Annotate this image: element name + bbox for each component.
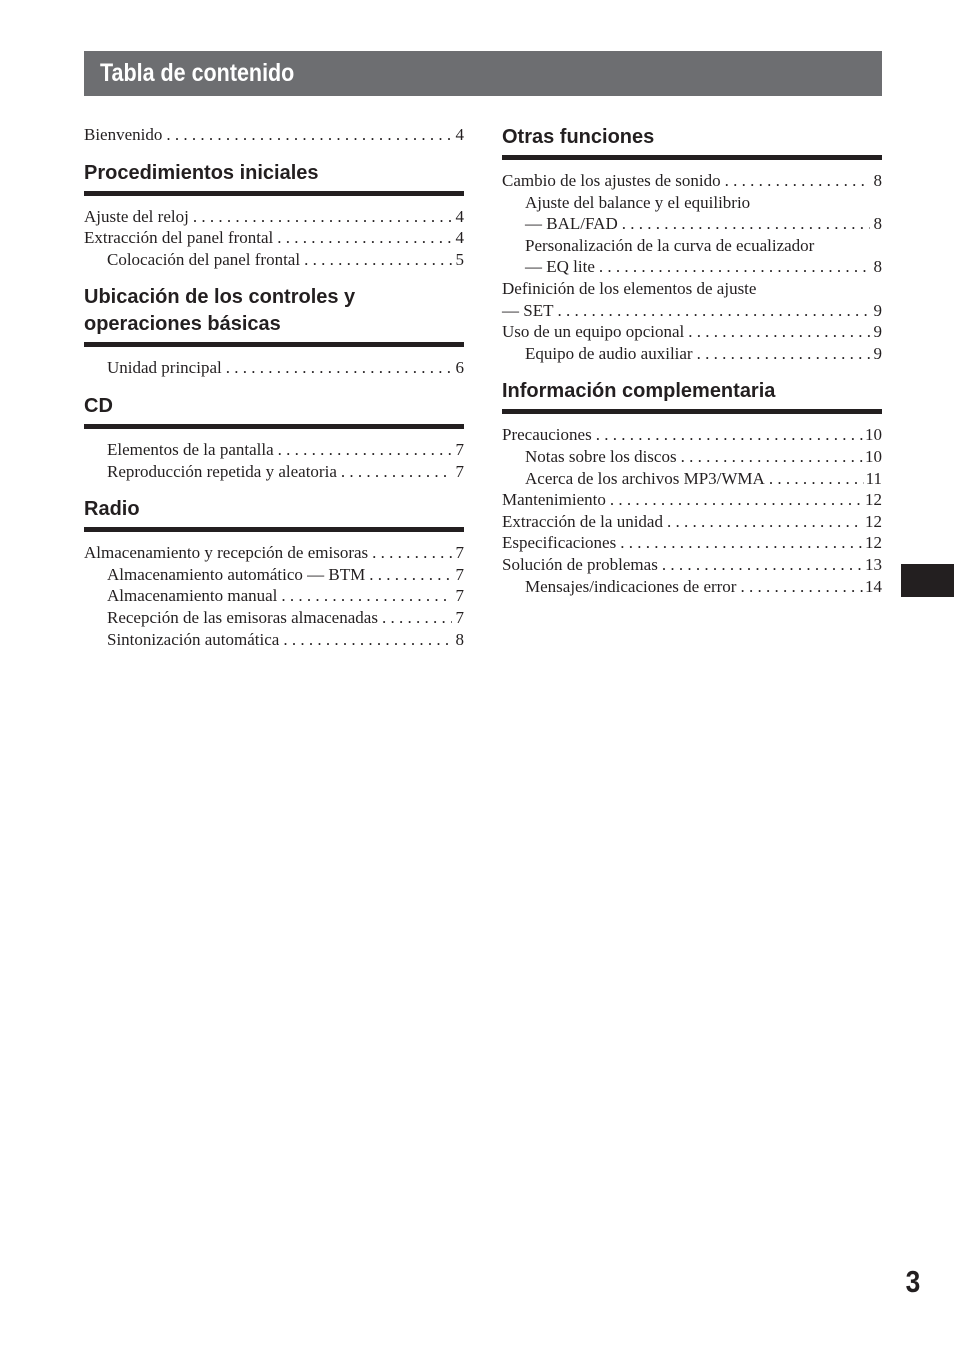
section-heading-line: operaciones básicas [84, 313, 281, 336]
toc-entry[interactable]: — BAL/FAD . . . 8 [502, 213, 882, 235]
toc-entry[interactable]: Notas sobre los discos . . . 10 [502, 446, 882, 468]
toc-entry[interactable]: Reproducción repetida y aleatoria . . . 7 [84, 461, 464, 483]
page-title: Tabla de contenido [100, 59, 295, 87]
toc-entry[interactable]: Unidad principal . . . 6 [84, 357, 464, 379]
toc-entry-line[interactable]: Personalización de la curva de ecualizador [525, 235, 815, 255]
toc-entry[interactable]: Sintonización automática . . . 8 [84, 629, 464, 651]
thumb-index-tab [901, 564, 954, 597]
toc-entry[interactable]: Almacenamiento manual . . . 7 [84, 585, 464, 607]
toc-entry-bienvenido[interactable]: Bienvenido . . . 4 [84, 124, 464, 146]
page-number: 3 [905, 1264, 920, 1299]
toc-entry[interactable]: Colocación del panel frontal . . . 5 [84, 249, 464, 271]
toc-entry[interactable]: — EQ lite . . . 8 [502, 256, 882, 278]
toc-entry[interactable]: Uso de un equipo opcional . . . 9 [502, 321, 882, 343]
toc-entry[interactable]: Extracción de la unidad . . . 12 [502, 511, 882, 533]
section-heading-ubicacion [84, 284, 464, 347]
toc-entry[interactable]: Mensajes/indicaciones de error . . . 14 [502, 576, 882, 598]
toc-entry[interactable]: Mantenimiento . . . 12 [502, 489, 882, 511]
toc-entry[interactable]: Especificaciones . . . 12 [502, 532, 882, 554]
toc-entry[interactable]: Almacenamiento automático — BTM . . . 7 [84, 564, 464, 586]
toc-entry[interactable]: Precauciones . . . 10 [502, 424, 882, 446]
section-heading-line: Ubicación de los controles y [84, 286, 356, 309]
toc-entry[interactable]: Cambio de los ajustes de sonido . . . 8 [502, 170, 882, 192]
toc-entry[interactable]: Elementos de la pantalla . . . 7 [84, 439, 464, 461]
toc-entry[interactable]: Acerca de los archivos MP3/WMA . . . 11 [502, 468, 882, 490]
section-heading-otras: Otras funciones [502, 124, 882, 160]
toc-entry[interactable]: Ajuste del reloj . . . 4 [84, 206, 464, 228]
section-heading-info: Información complementaria [502, 378, 882, 414]
toc-entry[interactable]: Recepción de las emisoras almacenadas . . . 7 [84, 607, 464, 629]
toc-entry[interactable]: Equipo de audio auxiliar . . . 9 [502, 343, 882, 365]
section-heading-radio: Radio [84, 496, 464, 532]
toc-entry[interactable]: — SET . . . 9 [502, 300, 882, 322]
section-heading-cd: CD [84, 393, 464, 429]
toc-right-column [502, 124, 882, 597]
toc-entry[interactable]: Extracción del panel frontal . . . 4 [84, 227, 464, 249]
toc-left-column [84, 124, 464, 650]
toc-entry-line[interactable]: Ajuste del balance y el equilibrio [525, 192, 751, 212]
title-banner [84, 51, 882, 96]
section-heading-procedimientos: Procedimientos iniciales [84, 160, 464, 196]
toc-entry-line[interactable]: Definición de los elementos de ajuste [502, 278, 757, 298]
toc-entry[interactable]: Almacenamiento y recepción de emisoras . . . 7 [84, 542, 464, 564]
toc-entry[interactable]: Solución de problemas . . . 13 [502, 554, 882, 576]
